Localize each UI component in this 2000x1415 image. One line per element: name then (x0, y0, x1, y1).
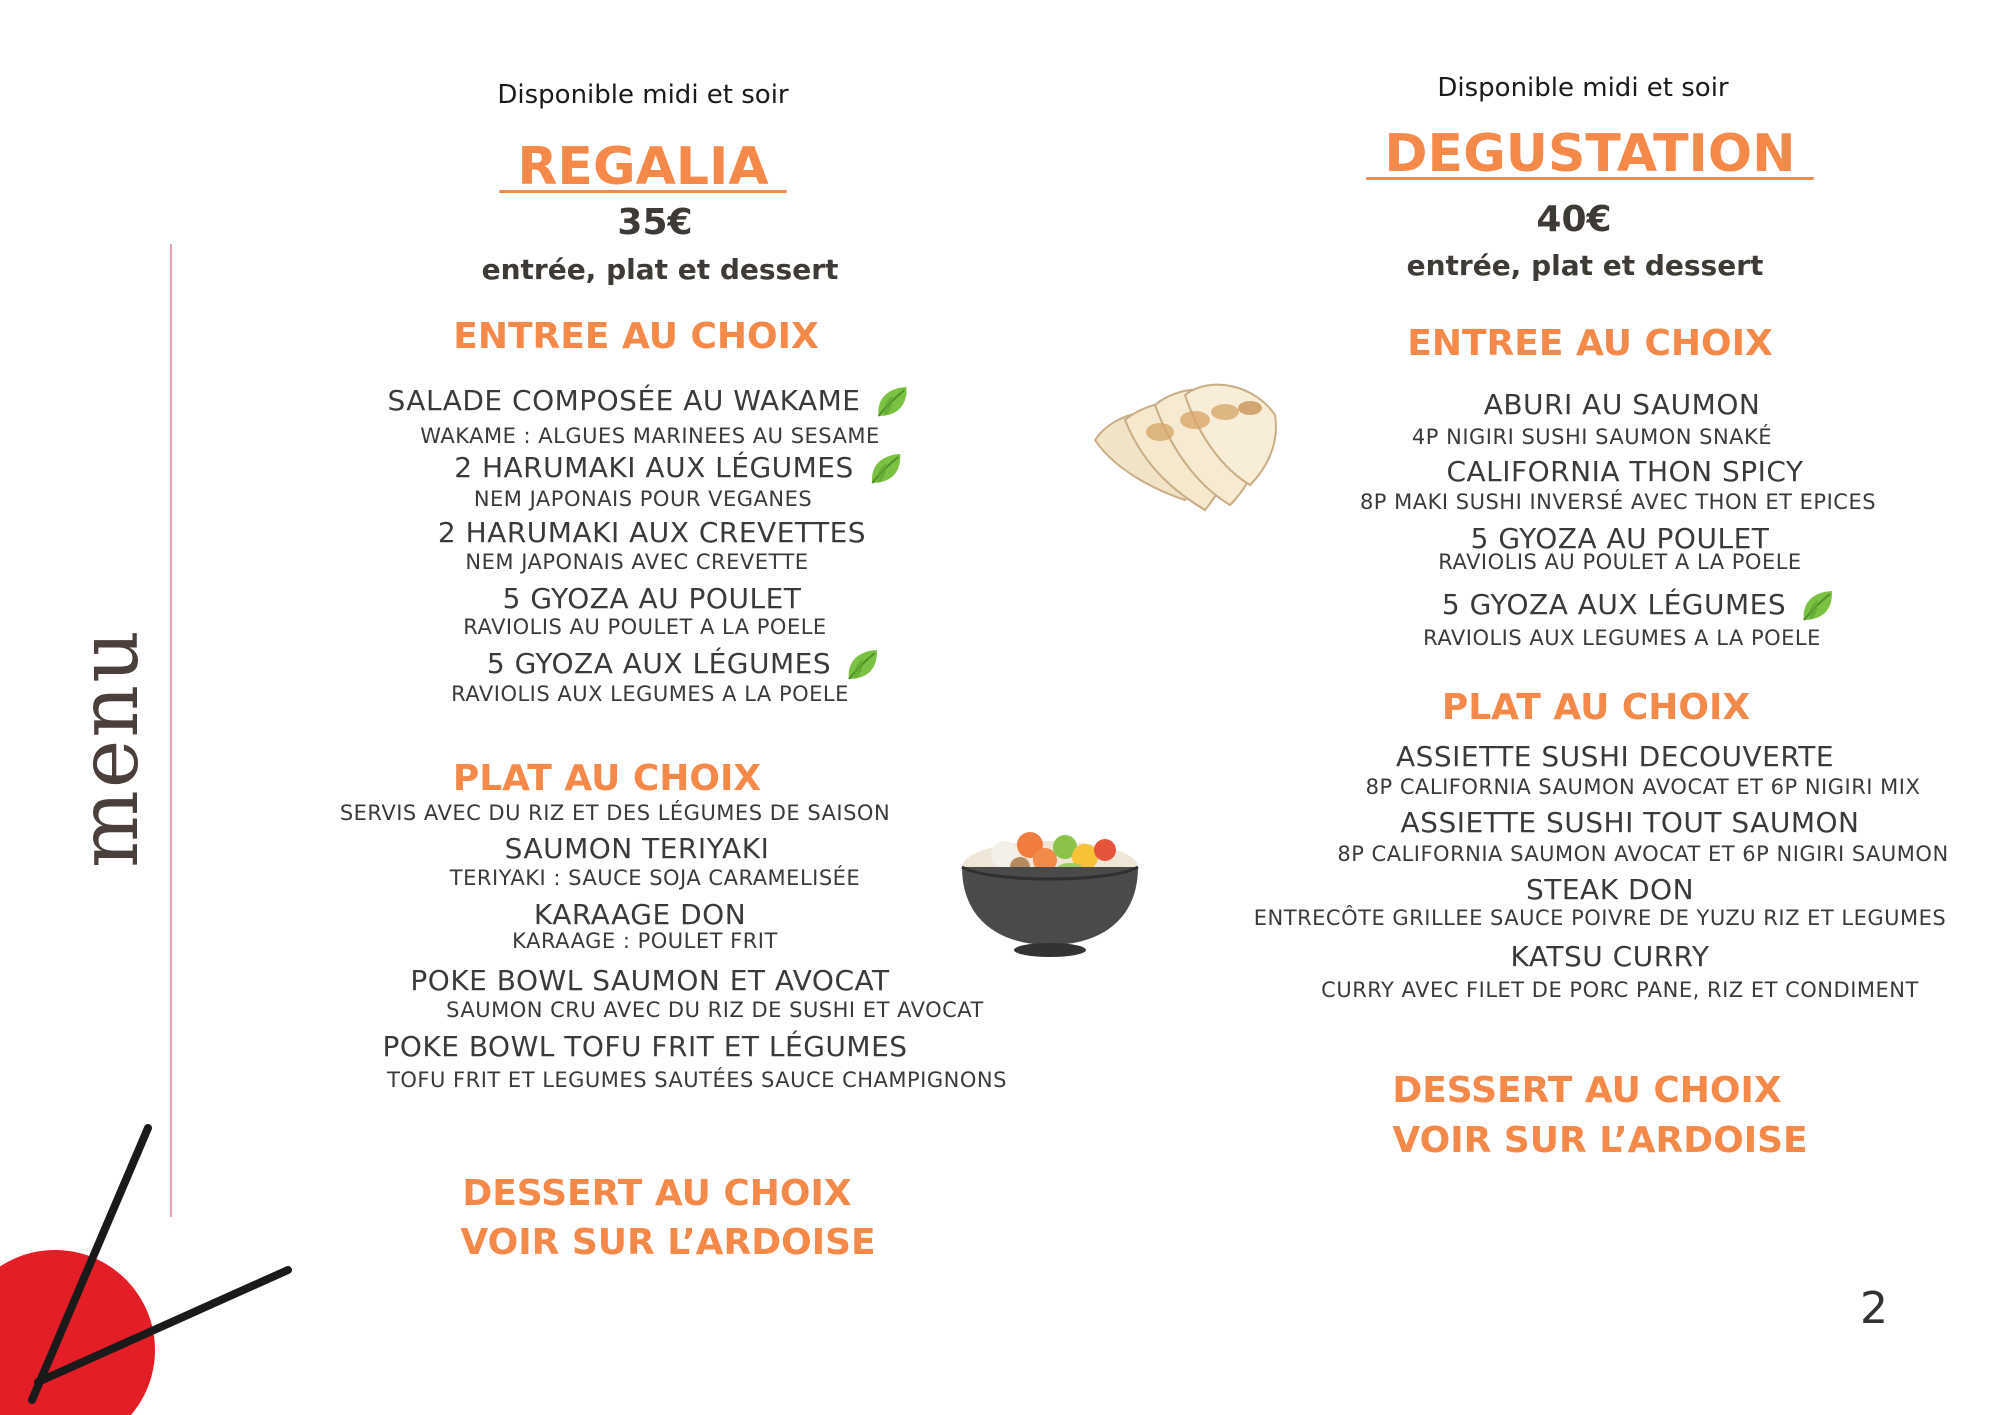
leaf-icon (866, 449, 906, 489)
regalia-plat-desc: SAUMON CRU AVEC DU RIZ DE SUSHI ET AVOCAT (446, 998, 984, 1022)
regalia-entree-item (487, 645, 883, 685)
entree-name: SALADE COMPOSÉE AU WAKAME (387, 384, 861, 417)
degustation-entree-desc: 8P MAKI SUSHI INVERSÉ AVEC THON ET EPICES (1359, 490, 1877, 514)
regalia-title: REGALIA (499, 137, 787, 197)
regalia-entree-desc: WAKAME : ALGUES MARINEES AU SESAME (420, 424, 880, 448)
degustation-entree-heading: ENTREE AU CHOIX (1407, 323, 1773, 364)
degustation-entree-desc: 4P NIGIRI SUSHI SAUMON SNAKÉ (1411, 425, 1773, 449)
degustation-plat-desc: 8P CALIFORNIA SAUMON AVOCAT ET 6P NIGIRI MIX (1365, 775, 1921, 799)
regalia-plat-desc: TERIYAKI : SAUCE SOJA CARAMELISÉE (449, 866, 861, 890)
regalia-entree-item (503, 582, 802, 615)
degustation-plat-item: ASSIETTE SUSHI TOUT SAUMON (1400, 806, 1860, 839)
degustation-entree-item: CALIFORNIA THON SPICY (1446, 455, 1804, 488)
entree-name: 5 GYOZA AUX LÉGUMES (486, 647, 832, 680)
regalia-plat-item: SAUMON TERIYAKI (504, 832, 770, 865)
regalia-plat-desc: KARAAGE : POULET FRIT (512, 929, 778, 953)
regalia-plat-desc: TOFU FRIT ET LEGUMES SAUTÉES SAUCE CHAMPIGNONS (387, 1068, 1007, 1092)
vertical-divider (170, 244, 172, 1217)
regalia-availability: Disponible midi et soir (497, 80, 789, 110)
degustation-entree-desc: RAVIOLIS AUX LEGUMES A LA POELE (1423, 626, 1821, 650)
menu-vertical-title: menu (62, 628, 157, 868)
red-sun-chopsticks-decoration (0, 1110, 300, 1415)
degustation-title: DEGUSTATION (1366, 124, 1814, 184)
degustation-dessert-heading: DESSERT AU CHOIX (1392, 1070, 1782, 1111)
degustation-plat-desc: CURRY AVEC FILET DE PORC PANE, RIZ ET CONDIMENT (1321, 978, 1919, 1002)
regalia-plat-note: SERVIS AVEC DU RIZ ET DES LÉGUMES DE SAISON (339, 801, 891, 825)
regalia-subtitle: entrée, plat et dessert (481, 253, 839, 286)
regalia-plat-item: KARAAGE DON (533, 898, 747, 931)
poke-bowl-illustration (950, 805, 1150, 960)
entree-name: 5 GYOZA AU POULET (502, 582, 802, 615)
leaf-icon (843, 645, 883, 685)
degustation-price: 40€ (1536, 199, 1612, 240)
regalia-entree-item (438, 516, 866, 549)
degustation-plat-item: KATSU CURRY (1510, 940, 1710, 973)
regalia-dessert-heading: DESSERT AU CHOIX (462, 1173, 852, 1214)
degustation-dessert-note: VOIR SUR L’ARDOISE (1392, 1120, 1808, 1161)
entree-name: 2 HARUMAKI AUX CREVETTES (437, 516, 867, 549)
page-number: 2 (1860, 1283, 1888, 1334)
regalia-price: 35€ (617, 202, 693, 243)
leaf-icon (872, 382, 912, 422)
regalia-dessert-note: VOIR SUR L’ARDOISE (460, 1222, 876, 1263)
leaf-icon (1798, 586, 1838, 626)
regalia-entree-desc: NEM JAPONAIS POUR VEGANES (473, 487, 813, 511)
regalia-plat-item: POKE BOWL SAUMON ET AVOCAT (410, 964, 890, 997)
degustation-availability: Disponible midi et soir (1437, 73, 1729, 103)
degustation-entree-desc: RAVIOLIS AU POULET A LA POELE (1438, 550, 1802, 574)
degustation-subtitle: entrée, plat et dessert (1406, 249, 1764, 282)
degustation-plat-item: STEAK DON (1525, 873, 1695, 906)
regalia-entree-heading: ENTREE AU CHOIX (453, 316, 819, 357)
degustation-entree-item: 5 GYOZA AU POULET (1470, 522, 1770, 555)
regalia-plat-item: POKE BOWL TOFU FRIT ET LÉGUMES (382, 1030, 908, 1063)
regalia-entree-desc: NEM JAPONAIS AVEC CREVETTE (465, 550, 809, 574)
regalia-entree-desc: RAVIOLIS AUX LEGUMES A LA POELE (451, 682, 849, 706)
regalia-entree-item (454, 449, 906, 489)
degustation-plat-desc: 8P CALIFORNIA SAUMON AVOCAT ET 6P NIGIRI SAUMON (1337, 842, 1949, 866)
degustation-plat-desc: ENTRECÔTE GRILLEE SAUCE POIVRE DE YUZU RIZ ET LEGUMES (1253, 906, 1947, 930)
gyoza-illustration (1085, 360, 1285, 540)
regalia-entree-item (388, 382, 913, 422)
degustation-plat-item: ASSIETTE SUSHI DECOUVERTE (1395, 740, 1835, 773)
degustation-entree-item: ABURI AU SAUMON (1483, 388, 1761, 421)
degustation-plat-heading: PLAT AU CHOIX (1441, 687, 1751, 728)
regalia-entree-desc: RAVIOLIS AU POULET A LA POELE (463, 615, 827, 639)
entree-name: 2 HARUMAKI AUX LÉGUMES (454, 451, 854, 484)
degustation-entree-item (1442, 586, 1838, 626)
regalia-plat-heading: PLAT AU CHOIX (452, 758, 762, 799)
entree-name: 5 GYOZA AUX LÉGUMES (1441, 588, 1787, 621)
